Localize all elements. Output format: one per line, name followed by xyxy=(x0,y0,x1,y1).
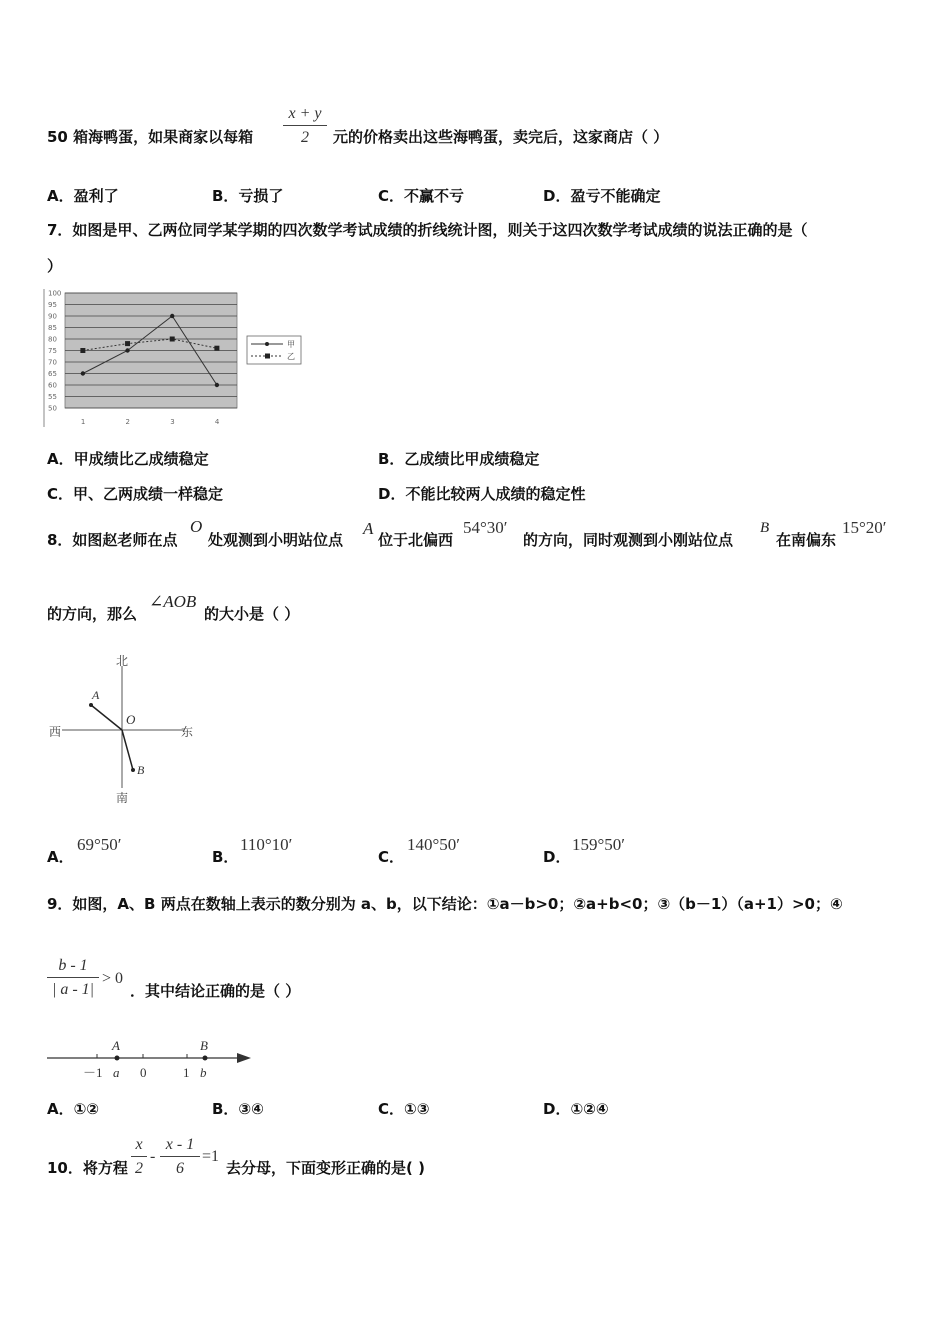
chart-point-square xyxy=(125,341,130,346)
chart-legend-marker xyxy=(265,354,270,359)
chart-ytick-label: 55 xyxy=(48,393,57,401)
q10-fraction-1-numerator: x xyxy=(135,1136,143,1153)
numberline-label-b: B xyxy=(200,1038,208,1053)
q6-fraction xyxy=(283,106,327,146)
q8-point-b: B xyxy=(760,520,770,536)
q8-option-b-letter: B． xyxy=(212,848,239,866)
chart-point-dot xyxy=(125,348,129,352)
numberline-tick-minus1: －1 xyxy=(83,1065,103,1080)
chart-legend-label: 乙 xyxy=(287,352,295,361)
chart-point-square xyxy=(214,346,219,351)
chart-ytick-label: 90 xyxy=(48,312,57,321)
q8-option-d-value: 159°50′ xyxy=(572,835,626,854)
q6-stem-b: 元的价格卖出这些海鸭蛋，卖完后，这家商店（ ） xyxy=(333,128,669,146)
chart-legend-marker xyxy=(265,342,269,346)
q6-option-b[interactable]: B．亏损了 xyxy=(212,187,284,205)
q9-number-line xyxy=(45,1035,260,1085)
q10-stem-a: 10．将方程 xyxy=(47,1159,128,1177)
q10-fraction-2 xyxy=(160,1137,200,1177)
q7-option-b[interactable]: B．乙成绩比甲成绩稳定 xyxy=(378,450,540,468)
chart-point-dot xyxy=(215,383,219,387)
chart-ytick-label: 60 xyxy=(48,381,57,390)
q8-stem-g: 的大小是（ ） xyxy=(204,605,300,623)
q6-option-d[interactable]: D．盈亏不能确定 xyxy=(543,187,661,205)
diagram-label-o: O xyxy=(126,712,136,727)
q9-option-c[interactable]: C．①③ xyxy=(378,1100,430,1118)
chart-ytick-label: 70 xyxy=(48,358,57,367)
chart-xtick-label: 4 xyxy=(214,418,220,426)
q9-option-a[interactable]: A．①② xyxy=(47,1100,100,1118)
chart-point-square xyxy=(170,337,175,342)
diagram-label-a: A xyxy=(92,688,100,702)
chart-point-square xyxy=(80,348,85,353)
q8-option-b[interactable] xyxy=(212,836,342,868)
chart-ytick-label: 95 xyxy=(48,301,57,309)
chart-ytick-label: 80 xyxy=(48,335,57,344)
q8-option-a-value: 69°50′ xyxy=(77,835,122,854)
q8-option-a-letter: A． xyxy=(47,848,74,866)
numberline-value-a: a xyxy=(113,1065,120,1080)
q8-point-o: O xyxy=(190,517,203,536)
q7-option-d[interactable]: D．不能比较两人成绩的稳定性 xyxy=(378,485,586,503)
q8-direction-diagram xyxy=(40,648,210,813)
q8-option-c-value: 140°50′ xyxy=(407,835,461,854)
numberline-value-b: b xyxy=(200,1065,207,1080)
q6-option-a[interactable]: A．盈利了 xyxy=(47,187,119,205)
q8-angle-expr: ∠AOB xyxy=(149,592,197,611)
numberline-tick-0: 0 xyxy=(140,1065,147,1080)
q8-angle-a: 54°30′ xyxy=(463,518,508,537)
q8-stem-f: 的方向，那么 xyxy=(47,605,138,623)
q8-option-d[interactable] xyxy=(543,836,673,868)
q7-stem-line2: ） xyxy=(47,257,63,275)
q6-stem-a: 50 箱海鸭蛋，如果商家以每箱 xyxy=(47,128,254,146)
q9-fraction-denominator: | a - 1| xyxy=(51,981,95,998)
q9-fraction-numerator: b - 1 xyxy=(58,957,88,974)
q9-stem-line1: 9．如图，A、B 两点在数轴上表示的数分别为 a、b，以下结论：①a－b>0；②a+b<0；③（b－1）（a+1）>0；④ xyxy=(47,895,843,913)
q10-stem-b: 去分母，下面变形正确的是( ) xyxy=(226,1159,425,1177)
q8-stem-c: 位于北偏西 xyxy=(378,531,454,549)
chart-ytick-label: 75 xyxy=(48,347,57,355)
chart-ytick-label: 50 xyxy=(48,404,57,413)
q7-line-chart xyxy=(40,285,310,435)
q8-angle-b: 15°20′ xyxy=(842,518,887,537)
chart-point-dot xyxy=(81,371,85,375)
q9-option-d[interactable]: D．①②④ xyxy=(543,1100,609,1118)
q8-stem-b: 处观测到小明站位点 xyxy=(208,531,344,549)
q8-stem-e: 在南偏东 xyxy=(776,531,837,549)
q10-fraction-2-numerator: x - 1 xyxy=(165,1136,195,1153)
q8-option-a[interactable] xyxy=(47,836,167,868)
q9-fraction xyxy=(47,958,99,998)
chart-ytick-label: 65 xyxy=(48,370,57,378)
q10-fraction-1 xyxy=(131,1137,147,1177)
chart-xtick-label: 3 xyxy=(170,418,175,426)
chart-xtick-label: 2 xyxy=(125,418,131,426)
q8-option-b-value: 110°10′ xyxy=(240,835,293,854)
q10-fraction-2-denominator: 6 xyxy=(176,1160,184,1177)
q6-fraction-numerator: x + y xyxy=(288,105,322,122)
q6-fraction-denominator: 2 xyxy=(301,129,309,146)
q9-greater-zero: > 0 xyxy=(102,970,124,987)
q10-fraction-1-denominator: 2 xyxy=(135,1160,143,1177)
east-label: 东 xyxy=(181,725,194,739)
q6-option-c[interactable]: C．不赢不亏 xyxy=(378,187,465,205)
q8-point-a: A xyxy=(363,519,374,538)
q9-stem-line2: ．其中结论正确的是（ ） xyxy=(130,982,301,1000)
q8-stem-d: 的方向，同时观测到小刚站位点 xyxy=(523,531,734,549)
chart-ytick-label: 85 xyxy=(48,324,57,332)
q10-minus: - xyxy=(150,1148,156,1165)
q7-option-c[interactable]: C．甲、乙两成绩一样稳定 xyxy=(47,485,224,503)
q10-equals-one: =1 xyxy=(202,1148,220,1165)
chart-xtick-label: 1 xyxy=(80,418,86,426)
west-label: 西 xyxy=(49,725,62,739)
q8-option-c-letter: C． xyxy=(378,848,405,866)
q8-option-d-letter: D． xyxy=(543,848,571,866)
chart-ytick-label: 100 xyxy=(48,289,62,298)
q7-stem-line1: 7．如图是甲、乙两位同学某学期的四次数学考试成绩的折线统计图，则关于这四次数学考试成绩的说法正确的是（ xyxy=(47,221,808,239)
chart-legend-label: 甲 xyxy=(287,340,295,349)
diagram-label-b: B xyxy=(137,763,145,777)
numberline-tick-1: 1 xyxy=(183,1065,190,1080)
south-label: 南 xyxy=(116,791,129,805)
q8-stem-a: 8．如图赵老师在点 xyxy=(47,531,178,549)
q8-option-c[interactable] xyxy=(378,836,508,868)
north-label: 北 xyxy=(116,654,129,668)
q9-option-b[interactable]: B．③④ xyxy=(212,1100,264,1118)
chart-point-dot xyxy=(170,314,174,318)
q7-option-a[interactable]: A．甲成绩比乙成绩稳定 xyxy=(47,450,209,468)
numberline-label-a: A xyxy=(112,1038,120,1053)
